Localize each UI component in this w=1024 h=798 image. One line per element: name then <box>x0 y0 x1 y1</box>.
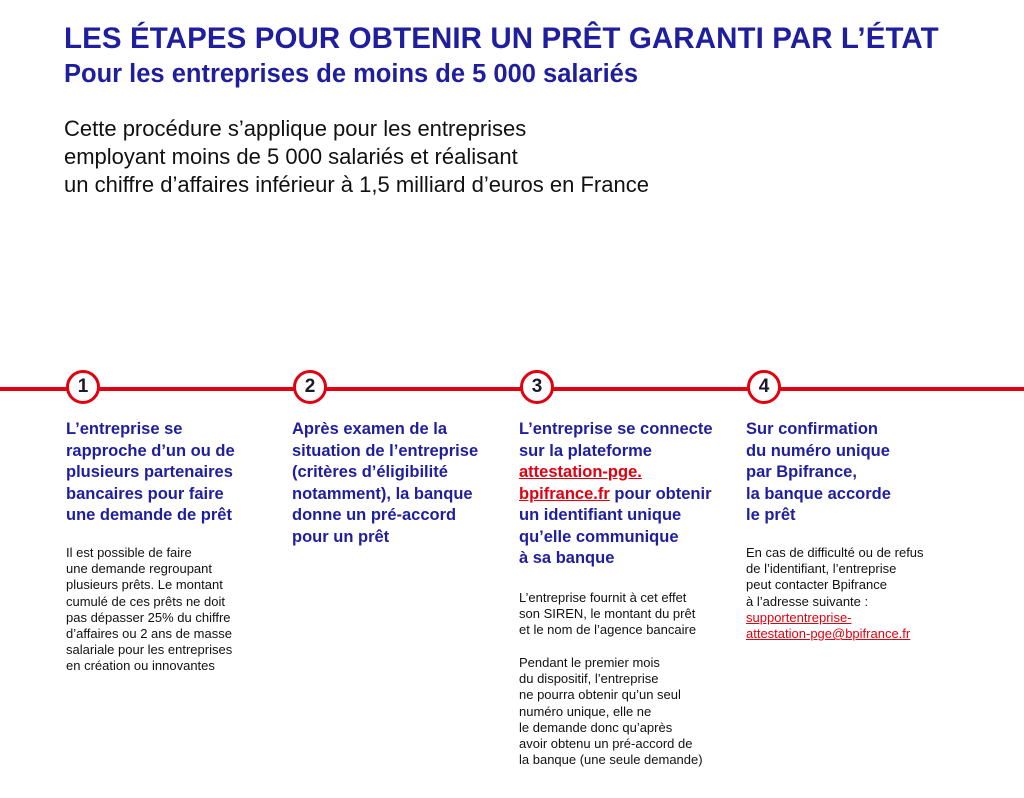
step-title-line: une demande de prêt <box>66 506 232 524</box>
step-body-line: L’entreprise fournit à cet effet <box>519 590 687 605</box>
step-body-line: son SIREN, le montant du prêt <box>519 606 696 622</box>
step-title-line: donne un pré-accord <box>292 506 457 524</box>
timeline-line <box>326 387 521 391</box>
step-3-description <box>519 590 696 639</box>
step-title-line: le prêt <box>746 506 796 524</box>
step-body-line: à l’adresse suivante : <box>746 593 869 609</box>
step-1-title <box>66 419 235 527</box>
step-4-description <box>746 545 924 642</box>
step-2-number: 2 <box>293 370 327 404</box>
step-body-line: une demande regroupant <box>66 561 213 577</box>
intro-text <box>64 115 649 199</box>
intro-line: employant moins de 5 000 salariés et réalisant <box>64 144 518 169</box>
step-body-line: le demande donc qu’après <box>519 719 673 735</box>
timeline-line <box>0 387 67 391</box>
step-4-title <box>746 419 891 527</box>
step-2-title <box>292 419 478 548</box>
timeline-line <box>99 387 294 391</box>
timeline-line <box>780 387 1024 391</box>
step-body-line: du dispositif, l’entreprise <box>519 671 659 687</box>
step-body-line: En cas de difficulté ou de refus <box>746 545 924 560</box>
step-title-line: Sur confirmation <box>746 420 879 438</box>
step-body-line: en création ou innovantes <box>66 658 215 674</box>
page-title: LES ÉTAPES POUR OBTENIR UN PRÊT GARANTI PAR L’ÉTAT <box>64 22 939 55</box>
timeline-line <box>553 387 748 391</box>
timeline <box>0 370 1024 408</box>
step-body-line: et le nom de l’agence bancaire <box>519 622 697 638</box>
step-body-line: peut contacter Bpifrance <box>746 577 887 593</box>
step-body-line: Il est possible de faire <box>66 545 192 560</box>
step-title-line: bancaires pour faire <box>66 484 224 503</box>
step-body-line: cumulé de ces prêts ne doit <box>66 593 225 609</box>
step-body-line: d’affaires ou 2 ans de masse <box>66 626 232 642</box>
step-title-line: (critères d’éligibilité <box>292 463 448 481</box>
step-title-line: un identifiant unique <box>519 506 682 524</box>
step-title-line: L’entreprise se connecte <box>519 420 713 438</box>
step-body-line: la banque (une seule demande) <box>519 752 703 768</box>
step-4-number: 4 <box>747 370 781 404</box>
page-subtitle: Pour les entreprises de moins de 5 000 salariés <box>64 60 639 88</box>
step-title-line: pour un prêt <box>292 527 390 546</box>
step-body-line: de l’identifiant, l’entreprise <box>746 561 897 577</box>
intro-line: Cette procédure s’applique pour les entreprises <box>64 116 527 141</box>
step-title-line: qu’elle communique <box>519 527 679 546</box>
step-title-line: la banque accorde <box>746 484 891 503</box>
platform-link-domain[interactable]: bpifrance.fr <box>519 484 610 503</box>
step-title-line: par Bpifrance, <box>746 463 857 481</box>
step-3-title <box>519 419 713 570</box>
step-body-line: plusieurs prêts. Le montant <box>66 577 223 593</box>
step-title-text: pour obtenir <box>609 484 712 503</box>
step-3-number: 3 <box>520 370 554 404</box>
step-3-note <box>519 655 703 768</box>
step-title-line: plusieurs partenaires <box>66 463 233 481</box>
step-title-line: sur la plateforme <box>519 441 652 460</box>
support-email-link[interactable]: attestation-pge@bpifrance.fr <box>746 626 911 642</box>
intro-line: un chiffre d’affaires inférieur à 1,5 milliard d’euros en France <box>64 172 649 197</box>
support-email-link[interactable]: supportentreprise- <box>746 609 852 625</box>
step-1-description <box>66 545 232 675</box>
step-title-line: notamment), la banque <box>292 484 473 503</box>
step-title-line: du numéro unique <box>746 441 890 460</box>
step-title-line: à sa banque <box>519 549 615 567</box>
step-body-line: avoir obtenu un pré-accord de <box>519 736 693 752</box>
step-body-line: salariale pour les entreprises <box>66 642 233 658</box>
step-title-line: situation de l’entreprise <box>292 441 479 460</box>
step-body-line: pas dépasser 25% du chiffre <box>66 609 231 625</box>
step-body-line: ne pourra obtenir qu’un seul <box>519 687 681 703</box>
step-title-line: rapproche d’un ou de <box>66 441 235 460</box>
step-1-number: 1 <box>66 370 100 404</box>
step-title-line: L’entreprise se <box>66 420 183 438</box>
step-body-line: Pendant le premier mois <box>519 655 660 670</box>
step-title-line: Après examen de la <box>292 420 447 438</box>
platform-link[interactable]: attestation-pge. <box>519 463 642 481</box>
step-body-line: numéro unique, elle ne <box>519 703 652 719</box>
